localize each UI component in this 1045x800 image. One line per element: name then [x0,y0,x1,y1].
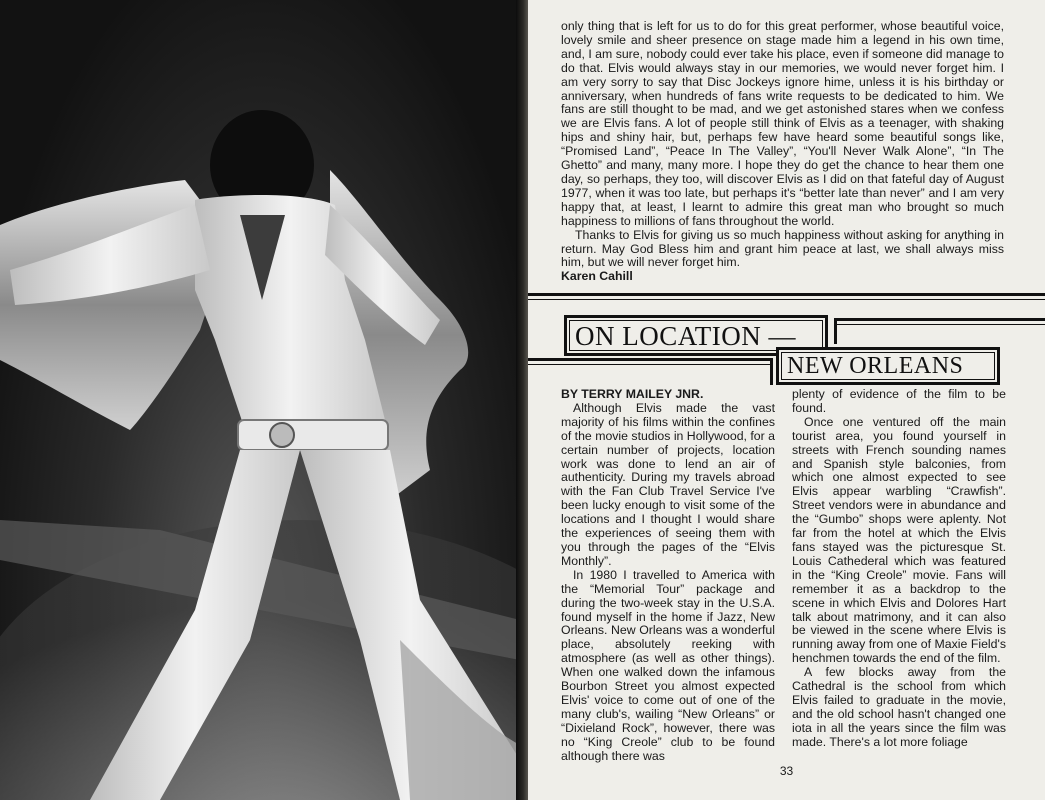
lower-rule-left-drop [770,358,773,385]
belt-buckle [270,423,294,447]
headline-line1: ON LOCATION — [564,315,828,356]
page-number: 33 [779,764,794,778]
column-paragraph: Once one ventured off the main tourist area, you found yourself in streets with French sounding names and Spanish style balconies, from which one almost expected to see Elvis appear warbling “Crawfish”. Street vendors were in abundance and the “Gumbo” shops were aplenty. Not far from the hotel at which the Elvis fans stayed was the picturesque St. Louis Cathederal which was featured in the “King Creole” movie. Fans will remember it as a backdrop to the scene in which Elvis and Dolores Hart talk about matrimony, and it can also be viewed in the scene where Elvis is running away from one of Maxie Field's henchmen towards the end of the film. [792,414,1006,666]
top-rule-thin [528,299,1045,300]
column-paragraph: plenty of evidence of the film to be found. [792,387,1006,415]
intro-paragraph: Thanks to Elvis for giving us so much happiness without asking for anything in return. May God Bless him and grant him peace at last, we shall always miss him, but we will never forget him. [561,227,1004,270]
column-paragraph: Although Elvis made the vast majority of his films within the confines of the movie studios in Hollywood, for a certain number of projects, location work was done to lend an air of authenticity. During my travels abroad with the Fan Club Travel Service I've been lucky enough to visit some of the locations and I thought I would share the experiences of seeing them with you through the pages of the “Elvis Monthly”. [561,400,775,568]
article-column-1 [561,388,775,763]
top-rule [528,293,1045,296]
intro-letter [561,20,1004,284]
belt [238,420,388,450]
intro-paragraph: only thing that is left for us to do for this great performer, whose beautiful voice, lovely smile and sheer presence on stage made him a legend in his own time, and, I am sure, nobody could ever take his place, even if someone did manage to do that. Elvis would always stay in our memories, we would never forget him. I am very sorry to say that Disc Jockeys ignore hime, unless it is his birthday or anniversary, when hundreds of fans write requests to be dedicated to him. We fans are still thought to be mad, and we get astonished stares when we confess we are Elvis fans. A lot of people still think of Elvis as a teenager, with shaking hips and shiny hair, but, perhaps few have heard some beautiful songs like, “Promised Land”, “Peace In The Valley”, “You'll Never Walk Alone”, “In The Ghetto” and many, many more. I hope they do get the chance to hear them one day, so perhaps, they too, will discover Elvis as I did on that fateful day of August 1977, when it was too late, but perhaps it's “better late than never” and I am very happy that, at least, I learnt to admire this great man who brought so much happiness to millions of fans throughout the world. [561,19,1004,228]
mid-rule-right-thin [834,324,1045,325]
lower-rule-left-thin [528,364,772,365]
article-byline: BY TERRY MAILEY JNR. [561,387,704,401]
headline-line2: NEW ORLEANS [776,347,1000,385]
lower-rule-left [528,358,772,361]
column-paragraph: A few blocks away from the Cathedral is the school from which Elvis failed to graduate in the movie, and the old school hasn't changed one iota in all the years since the film was made. There's a lot more foliage [792,665,1006,749]
column-paragraph: In 1980 I travelled to America with the “Memorial Tour” package and during the two-week stay in the U.S.A. found myself in the home if Jazz, New Orleans. New Orleans was a wonderful place, absolutely reeking with atmosphere (as well as other things). When one walked down the infamous Bourbon Street you almost expected Elvis' voice to come out of one of the many club's, wailing “New Orleans” or “Dixieland Rock”, however, there was no “King Creole” club to be found although there was [561,567,775,763]
letter-author: Karen Cahill [561,269,633,284]
text-page [528,0,1045,800]
mid-rule-right [834,318,1045,321]
article-column-2 [792,388,1006,750]
mid-rule-right-drop [834,318,837,344]
